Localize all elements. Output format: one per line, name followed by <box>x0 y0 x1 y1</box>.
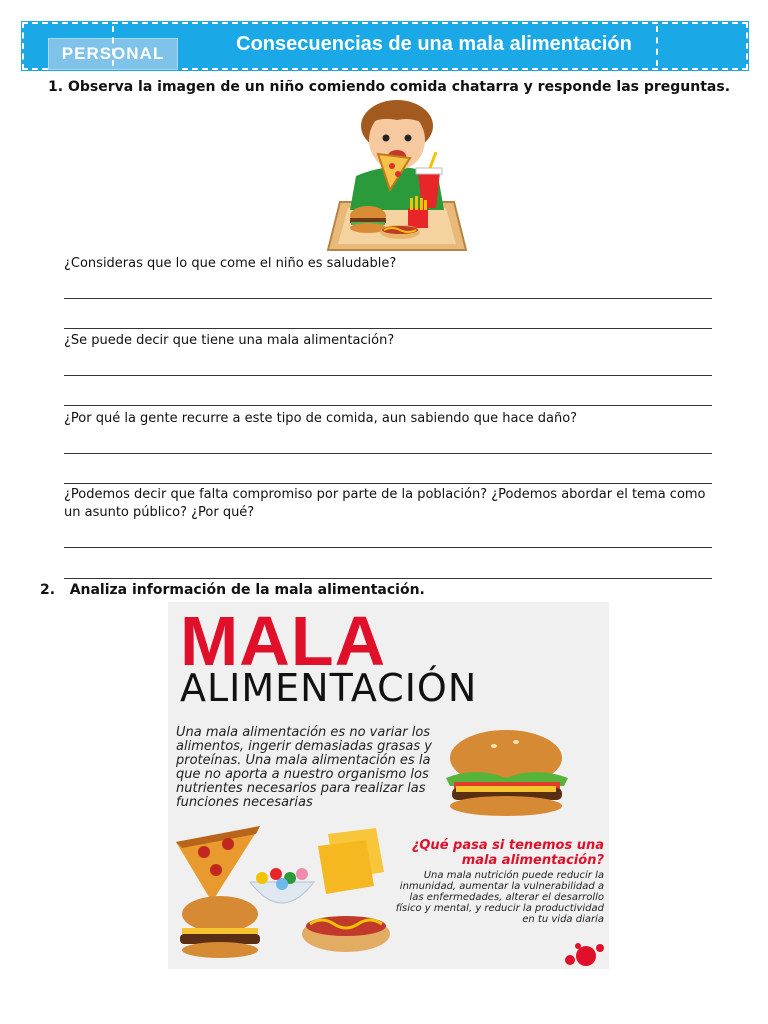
subject-tag: PERSONAL <box>48 38 178 70</box>
answer-line[interactable] <box>64 375 712 376</box>
poster-title-main: MALA <box>180 602 387 680</box>
small-burger-icon <box>174 892 266 962</box>
page-title: Consecuencias de una mala alimentación <box>236 33 632 55</box>
hotdog-icon <box>298 898 394 958</box>
cheese-icon <box>314 824 388 896</box>
kid-eating-junk-food-illustration <box>326 98 468 252</box>
mala-alimentacion-poster <box>168 602 609 969</box>
question-4: ¿Podemos decir que falta compromiso por parte de la población? ¿Podemos abordar el tema como un asunto público? ¿Por qué? <box>64 487 706 520</box>
answer-line[interactable] <box>64 328 712 329</box>
header-divider <box>112 26 114 66</box>
question-1: ¿Consideras que lo que come el niño es saludable? <box>64 256 397 271</box>
answer-line[interactable] <box>64 578 712 579</box>
section-1-heading: 1. Observa la imagen de un niño comiendo comida chatarra y responde las preguntas. <box>48 79 731 95</box>
answer-line[interactable] <box>64 298 712 299</box>
ketchup-splatter-icon <box>556 938 608 968</box>
section-2-heading: 2. Analiza información de la mala alimentación. <box>40 582 425 598</box>
header-divider <box>656 26 658 66</box>
answer-line[interactable] <box>64 547 712 548</box>
burger-icon <box>436 726 576 822</box>
poster-answer: Una mala nutrición puede reducir la inmunidad, aumentar la vulnerabilidad a las enfermedades, alterar el desarrollo físico y mental, y reducir la productividad en tu vida diaria <box>395 870 604 925</box>
header-banner <box>22 22 748 70</box>
poster-question: ¿Qué pasa si tenemos una mala alimentación? <box>411 838 604 868</box>
poster-definition: Una mala alimentación es no variar los alimentos, ingerir demasiadas grasas y proteínas. Una mala alimentación es la que no aporta a nuestro organismo los nutrientes necesarios para realizar las funciones necesarias <box>176 725 432 810</box>
answer-line[interactable] <box>64 483 712 484</box>
answer-line[interactable] <box>64 453 712 454</box>
question-2: ¿Se puede decir que tiene una mala alimentación? <box>64 333 395 348</box>
poster-title-sub: ALIMENTACIÓN <box>180 666 478 710</box>
question-3: ¿Por qué la gente recurre a este tipo de comida, aun sabiendo que hace daño? <box>64 411 578 426</box>
answer-line[interactable] <box>64 405 712 406</box>
